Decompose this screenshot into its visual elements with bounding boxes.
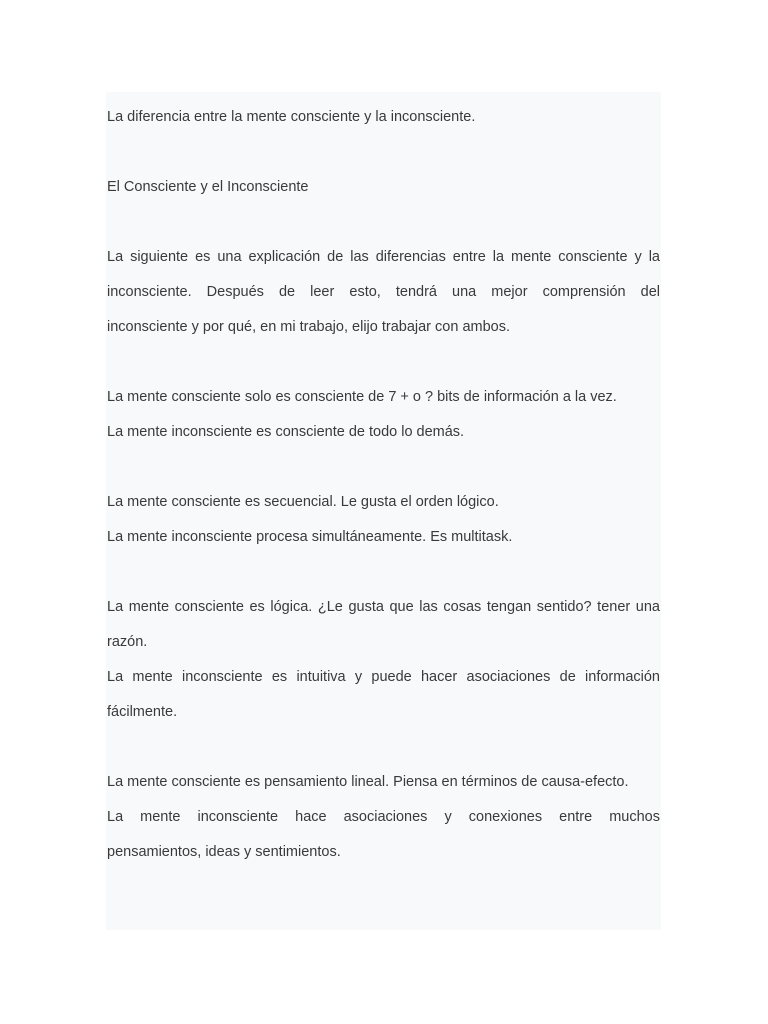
- paragraph-linear: [107, 765, 660, 870]
- subtitle-line: El Consciente y el Inconsciente: [107, 179, 309, 195]
- logic-conscious-line-2: razón.: [107, 634, 148, 650]
- linear-conscious-line: La mente consciente es pensamiento lineal. Piensa en términos de causa-efecto.: [107, 774, 629, 790]
- intro-line-2: inconsciente. Después de leer esto, tendrá una mejor comprensión del: [107, 284, 660, 300]
- sequential-unconscious-line: La mente inconsciente procesa simultáneamente. Es multitask.: [107, 529, 513, 545]
- linear-unconscious-line-1: La mente inconsciente hace asociaciones y conexiones entre muchos: [107, 809, 660, 825]
- intro-paragraph: [107, 240, 660, 345]
- paragraph-logic: [107, 590, 660, 730]
- paragraph-sequential: [107, 485, 660, 555]
- logic-unconscious-line-2: fácilmente.: [107, 704, 178, 720]
- sequential-conscious-line: La mente consciente es secuencial. Le gusta el orden lógico.: [107, 494, 499, 510]
- document-title: [107, 100, 660, 135]
- bits-unconscious-line: La mente inconsciente es consciente de todo lo demás.: [107, 424, 465, 440]
- logic-conscious-line-1: La mente consciente es lógica. ¿Le gusta que las cosas tengan sentido? tener una: [107, 599, 660, 615]
- intro-line-1: La siguiente es una explicación de las diferencias entre la mente consciente y la: [107, 249, 660, 265]
- logic-unconscious-line-1: La mente inconsciente es intuitiva y puede hacer asociaciones de información: [107, 669, 660, 685]
- linear-unconscious-line-2: pensamientos, ideas y sentimientos.: [107, 844, 341, 860]
- title-line: La diferencia entre la mente consciente y la inconsciente.: [107, 109, 476, 125]
- document-body: [106, 92, 661, 930]
- paragraph-bits: [107, 380, 660, 450]
- intro-line-3: inconsciente y por qué, en mi trabajo, elijo trabajar con ambos.: [107, 319, 510, 335]
- bits-conscious-line: La mente consciente solo es consciente de 7 + o ? bits de información a la vez.: [107, 389, 617, 405]
- document-subtitle: [107, 170, 660, 205]
